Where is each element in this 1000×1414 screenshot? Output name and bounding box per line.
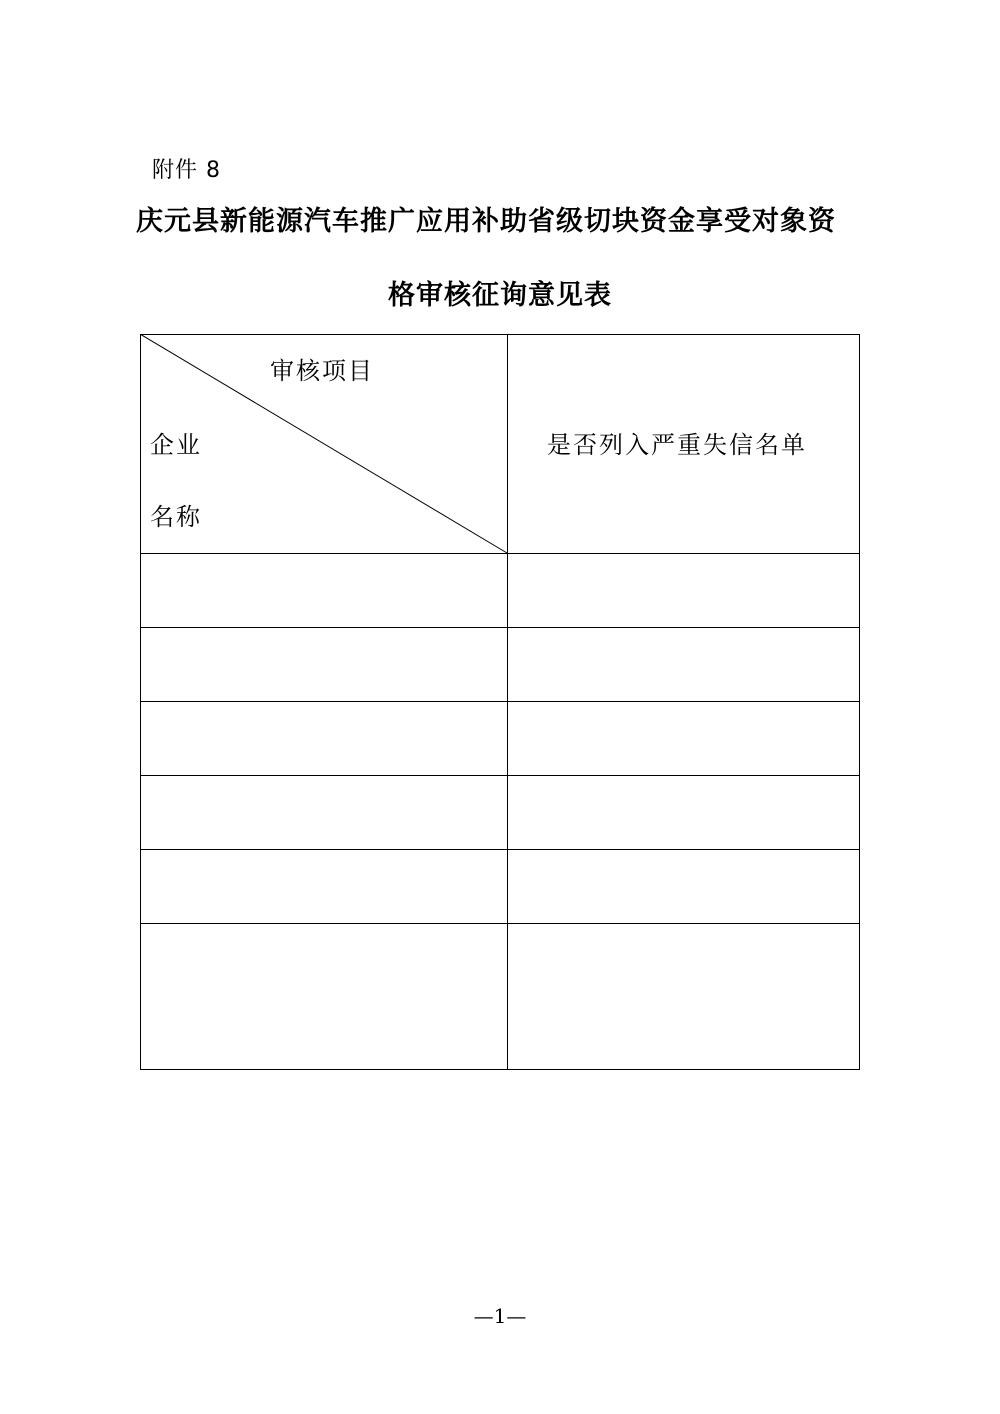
header-company-line1: 企业	[150, 431, 202, 459]
header-company-line2: 名称	[150, 503, 202, 531]
review-table	[140, 334, 860, 1070]
header-review-item: 审核项目	[270, 357, 374, 385]
header-blacklist-status: 是否列入严重失信名单	[547, 431, 807, 459]
attachment-label: 附件 8	[152, 158, 221, 183]
row-divider	[140, 849, 860, 850]
row-divider	[140, 923, 860, 924]
column-divider	[507, 334, 508, 1070]
page-number: —1—	[473, 1304, 527, 1328]
row-divider	[140, 627, 860, 628]
row-divider	[140, 701, 860, 702]
document-title-line1: 庆元县新能源汽车推广应用补助省级切块资金享受对象资	[136, 206, 836, 237]
document-title-line2: 格审核征询意见表	[388, 280, 612, 311]
row-divider	[140, 553, 860, 554]
row-divider	[140, 775, 860, 776]
